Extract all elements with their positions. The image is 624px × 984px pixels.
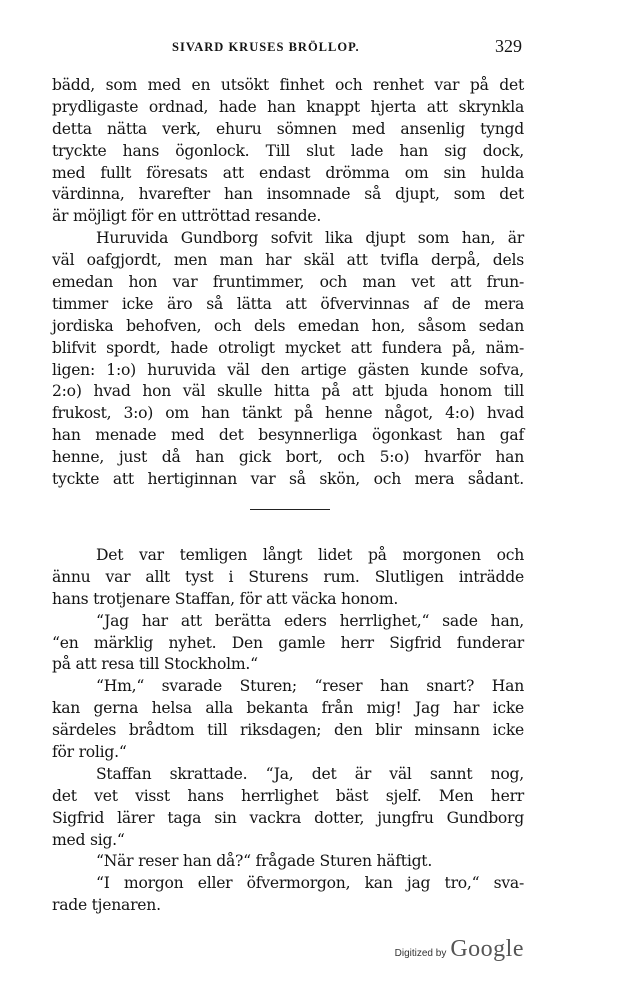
text-line: Huruvida Gundborg sofvit lika djupt som han, är — [96, 229, 524, 248]
text-line: tyckte att hertiginnan var så skön, och mera sådant. — [52, 470, 524, 489]
text-line: timmer icke äro så lätta att öfvervinnas af de mera — [52, 294, 524, 313]
text-line: blifvit spordt, hade otroligt mycket att fundera på, näm- — [52, 338, 524, 357]
text-line: “en märklig nyhet. Den gamle herr Sigfrid funderar — [52, 633, 524, 652]
text-line: han menade med det besynnerliga ögonkast han gaf — [52, 426, 524, 445]
text-line: frukost, 3:o) om han tänkt på henne något, 4:o) hvad — [52, 404, 524, 423]
page-header — [52, 38, 538, 60]
google-logo-text: Google — [450, 936, 524, 962]
text-line: “Hm,“ svarade Sturen; “reser han snart? Han — [96, 677, 524, 696]
text-line: väl oafgjordt, men man har skäl att tvifla derpå, dels — [52, 251, 524, 270]
text-line: Sigfrid lärer taga sin vackra dotter, jungfru Gundborg — [52, 808, 524, 827]
text-line: med fullt föresats att endast drömma om sin hulda — [52, 163, 524, 182]
text-line: hans trotjenare Staffan, för att väcka honom. — [52, 589, 399, 608]
text-line: jordiska behofven, och dels emedan hon, såsom sedan — [52, 316, 524, 335]
text-line: “Jag har att berätta eders herrlighet,“ sade han, — [96, 611, 524, 630]
google-watermark — [395, 936, 524, 963]
text-line: Det var temligen långt lidet på morgonen och — [96, 546, 524, 564]
text-line: Staffan skrattade. “Ja, det är väl sannt nog, — [96, 764, 524, 783]
text-line: tryckte hans ögonlock. Till slut lade han sig dock, — [52, 141, 524, 160]
paragraph-block-2 — [52, 545, 524, 917]
text-line: med sig.“ — [52, 830, 125, 849]
paragraph-block-1 — [52, 75, 524, 491]
page-number: 329 — [495, 36, 522, 56]
text-line: för rolig.“ — [52, 743, 127, 762]
text-line: “I morgon eller öfvermorgon, kan jag tro,“ sva- — [96, 874, 524, 893]
section-separator — [250, 509, 330, 510]
digitized-by-label: Digitized by — [394, 948, 447, 959]
text-line: värdinna, hvarefter han insomnade så djupt, som det — [52, 185, 524, 204]
text-line: henne, just då han gick bort, och 5:o) hvarför han — [52, 448, 524, 467]
text-line: bädd, som med en utsökt finhet och renhet var på det — [52, 76, 524, 94]
text-line: det vet visst hans herrlighet bäst sjelf. Men herr — [52, 786, 524, 805]
text-line: kan gerna helsa alla bekanta från mig! Jag har icke — [52, 699, 524, 718]
text-line: rade tjenaren. — [52, 896, 161, 915]
text-line: “När reser han då?“ frågade Sturen häftigt. — [96, 852, 433, 871]
text-line: prydligaste ordnad, hade han knappt hjerta att skrynkla — [52, 97, 524, 116]
running-title: SIVARD KRUSES BRÖLLOP. — [172, 40, 360, 54]
text-line: särdeles brådtom till riksdagen; den blir minsann icke — [52, 721, 524, 740]
text-line: på att resa till Stockholm.“ — [52, 655, 258, 674]
text-line: ligen: 1:o) huruvida väl den artige gästen kunde sofva, — [52, 360, 524, 379]
text-line: ännu var allt tyst i Sturens rum. Slutligen inträdde — [52, 567, 524, 586]
text-line: 2:o) hvad hon väl skulle hitta på att bjuda honom till — [52, 382, 524, 401]
text-line: är möjligt för en uttröttad resande. — [52, 207, 322, 226]
text-line: detta nätta verk, ehuru sömnen med ansenlig tyngd — [52, 119, 524, 138]
text-line: emedan hon var fruntimmer, och man vet att frun- — [52, 273, 524, 292]
